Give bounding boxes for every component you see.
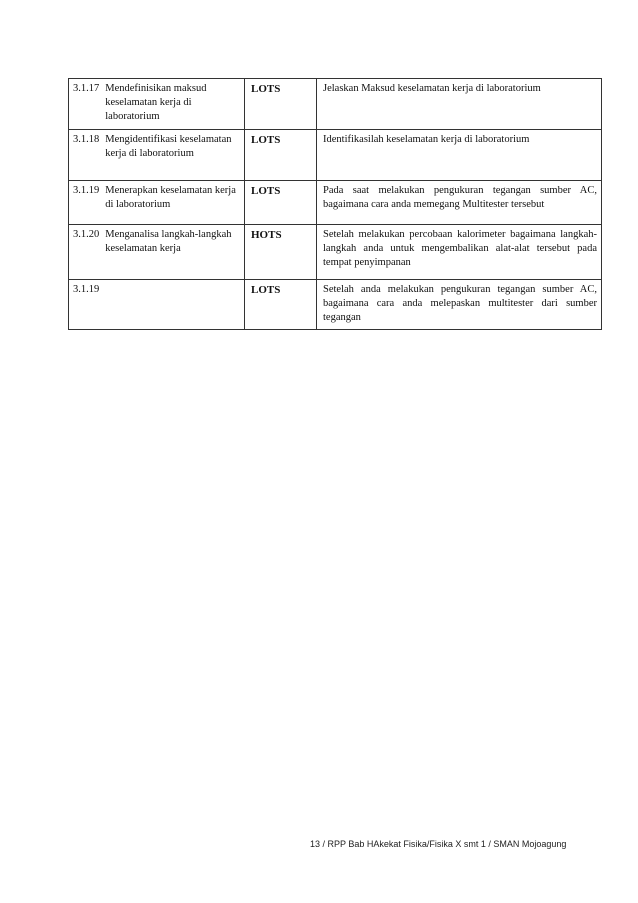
indicator-text: Mengidentifikasi keselamatan kerja di laboratorium [105, 134, 232, 160]
cognitive-level: LOTS [245, 79, 317, 130]
cognitive-level: LOTS [245, 181, 317, 225]
indicator-cell [69, 225, 245, 280]
indicator-cell [69, 130, 245, 181]
question-text: Identifikasilah keselamatan kerja di laboratorium [317, 130, 602, 181]
indicator-cell [69, 79, 245, 130]
table-row [69, 79, 602, 130]
page-footer: 13 / RPP Bab HAkekat Fisika/Fisika X smt 1 / SMAN Mojoagung [310, 839, 567, 849]
question-text: Setelah melakukan percobaan kalorimeter bagaimana langkah-langkah anda untuk mengembalikan alat-alat tersebut pada tempat penyimpanan [317, 225, 602, 280]
table-row [69, 225, 602, 280]
cognitive-level: HOTS [245, 225, 317, 280]
indicator-cell [69, 181, 245, 225]
indicator-text: Mendefinisikan maksud keselamatan kerja di laboratorium [105, 83, 207, 123]
question-text: Jelaskan Maksud keselamatan kerja di laboratorium [317, 79, 602, 130]
cognitive-level: LOTS [245, 130, 317, 181]
indicator-code: 3.1.17 [73, 83, 100, 94]
indicator-code: 3.1.18 [73, 134, 100, 145]
table-row [69, 280, 602, 330]
assessment-table [68, 78, 602, 330]
indicator-cell [69, 280, 245, 330]
indicator-code: 3.1.19 [73, 185, 100, 196]
indicator-text: Menganalisa langkah-langkah keselamatan kerja [105, 229, 232, 255]
indicator-code: 3.1.20 [73, 229, 100, 240]
question-text: Pada saat melakukan pengukuran tegangan sumber AC, bagaimana cara anda memegang Multitester tersebut [317, 181, 602, 225]
indicator-code: 3.1.19 [73, 284, 100, 295]
indicator-text [105, 283, 240, 297]
question-text: Setelah anda melakukan pengukuran tegangan sumber AC, bagaimana cara anda melepaskan multitester dari sumber tegangan [317, 280, 602, 330]
table-row [69, 181, 602, 225]
indicator-text: Menerapkan keselamatan kerja di laboratorium [105, 185, 236, 211]
cognitive-level: LOTS [245, 280, 317, 330]
table-row [69, 130, 602, 181]
